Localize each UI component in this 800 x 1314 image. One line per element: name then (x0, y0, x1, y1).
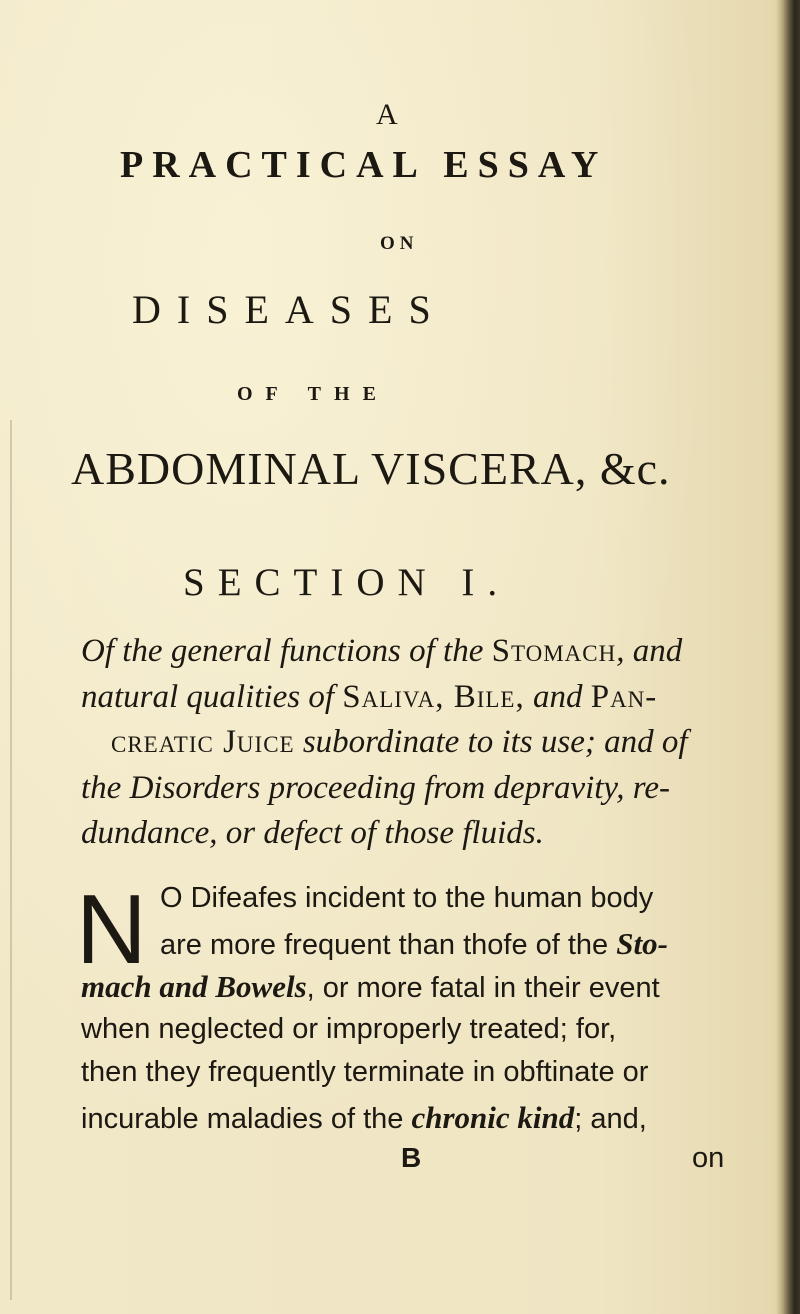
body-text: incurable maladies of the (81, 1103, 412, 1135)
section-subtitle-line-5: dundance, or defect of those fluids. (81, 815, 544, 851)
section-subtitle-line-2 (81, 679, 657, 716)
subtitle-text: , and (616, 633, 683, 669)
subtitle-text: Of the general functions of the (81, 633, 492, 669)
subtitle-text: natural qualities of (81, 679, 343, 715)
title-article: A (376, 98, 398, 131)
body-line-5: then they frequently terminate in obftinate or (81, 1056, 649, 1088)
title-of-the: OF THE (237, 383, 389, 405)
catchword: on (692, 1142, 725, 1174)
drop-cap: N (76, 874, 147, 984)
section-subtitle-line-1 (81, 633, 682, 670)
title-abdominal-viscera: ABDOMINAL VISCERA, &c. (71, 443, 671, 494)
section-subtitle-line-4: the Disorders proceeding from depravity, re- (81, 770, 671, 806)
body-line-2 (160, 926, 668, 962)
body-text: are more frequent than thofe of the (160, 929, 617, 961)
title-diseases: DISEASES (132, 287, 447, 332)
subtitle-text: subordinate to its use; and of (294, 724, 688, 760)
book-binding-edge (782, 0, 800, 1314)
body-italic-chronic-kind: chronic kind (411, 1100, 575, 1135)
signature-mark: B (401, 1142, 422, 1173)
section-subtitle-line-3 (111, 724, 688, 761)
subtitle-creatic-juice: creatic Juice (111, 724, 295, 760)
page-crease (10, 420, 12, 1300)
subtitle-saliva-bile: Saliva, Bile, (342, 679, 525, 715)
body-line-6 (81, 1100, 647, 1136)
title-practical-essay: PRACTICAL ESSAY (120, 144, 608, 186)
title-on: ON (380, 233, 419, 254)
subtitle-pan: Pan- (590, 679, 658, 715)
body-line-3 (81, 969, 660, 1005)
subtitle-text: and (524, 679, 591, 715)
body-italic-mach-bowels: mach and Bowels (81, 969, 307, 1004)
body-line-1: O Difeafes incident to the human body (160, 882, 654, 914)
body-italic-sto: Sto- (616, 926, 668, 961)
subtitle-stomach: Stomach (491, 633, 617, 669)
section-heading: SECTION I. (183, 561, 511, 604)
body-line-4: when neglected or improperly treated; for, (81, 1013, 617, 1045)
body-text: ; and, (574, 1103, 647, 1135)
body-text: , or more fatal in their event (306, 972, 660, 1004)
